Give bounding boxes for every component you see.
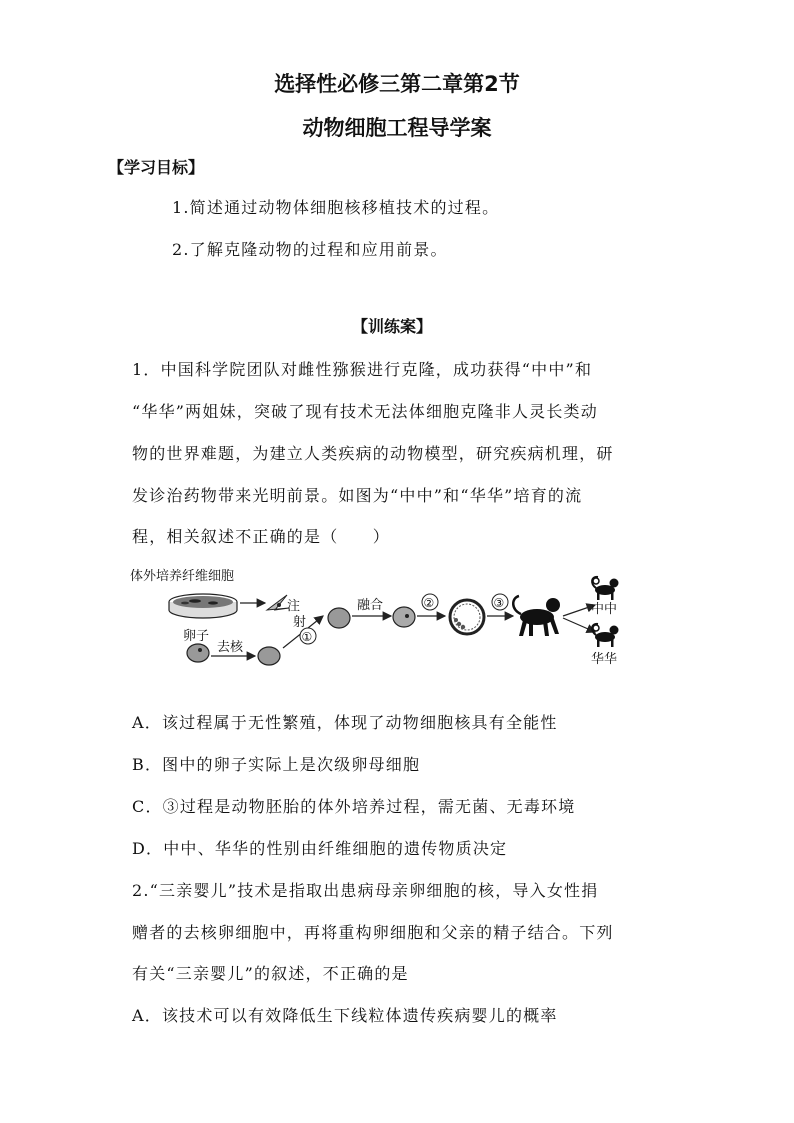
label-inject-2: 射 xyxy=(293,615,307,630)
title-line-2: 动物细胞工程导学案 xyxy=(302,116,492,140)
q2-option-a: A．该技术可以有效降低生下线粒体遗传疾病婴儿的概率 xyxy=(132,1006,558,1025)
monkey-huahua-icon xyxy=(592,624,618,647)
q1-line-2: “华华”两姐妹，突破了现有技术无法体细胞克隆非人灵长类动 xyxy=(132,402,598,421)
label-step-3: ③ xyxy=(493,596,505,610)
q1-option-d: D．中中、华华的性别由纤维细胞的遗传物质决定 xyxy=(132,839,508,858)
objective-item-2: 2.了解克隆动物的过程和应用前景。 xyxy=(172,240,448,259)
embryo-icon xyxy=(450,600,484,634)
q1-line-1: 1．中国科学院团队对雌性猕猴进行克隆，成功获得“中中”和 xyxy=(132,360,593,379)
cloning-process-diagram xyxy=(125,560,645,685)
fused-cell-icon xyxy=(393,607,415,627)
culture-dish-icon xyxy=(169,594,237,618)
q1-line-5: 程，相关叙述不正确的是（ ） xyxy=(132,527,391,546)
monkey-zhongzhong-icon xyxy=(592,577,618,600)
label-inject-1: 注 xyxy=(287,599,301,614)
label-fuse: 融合 xyxy=(357,598,384,613)
q1-line-4: 发诊治药物带来光明前景。如图为“中中”和“华华”培育的流 xyxy=(132,486,583,505)
q2-line-2: 赠者的去核卵细胞中，再将重构卵细胞和父亲的精子结合。下列 xyxy=(132,923,614,942)
enucleated-egg-icon xyxy=(258,647,280,665)
label-enucleate: 去核 xyxy=(217,640,244,655)
q1-option-a: A．该过程属于无性繁殖，体现了动物细胞核具有全能性 xyxy=(132,713,558,732)
label-step-2: ② xyxy=(423,596,435,610)
objectives-heading: 【学习目标】 xyxy=(108,158,205,177)
monkey-icon xyxy=(513,596,560,636)
label-huahua: 华华 xyxy=(591,652,618,667)
label-culture-fibroblasts: 体外培养纤维细胞 xyxy=(130,569,235,584)
label-zhongzhong: 中中 xyxy=(591,602,618,617)
q1-line-3: 物的世界难题，为建立人类疾病的动物模型，研究疾病机理，研 xyxy=(132,444,614,463)
arrow-to-huahua xyxy=(563,618,595,632)
q2-line-3: 有关“三亲婴儿”的叙述，不正确的是 xyxy=(132,964,409,983)
label-egg: 卵子 xyxy=(183,629,210,644)
title-line-1: 选择性必修三第二章第2节 xyxy=(274,72,520,96)
training-heading: 【训练案】 xyxy=(352,317,433,336)
q1-option-b: B．图中的卵子实际上是次级卵母细胞 xyxy=(132,755,421,774)
q1-option-c: C．③过程是动物胚胎的体外培养过程，需无菌、无毒环境 xyxy=(132,797,576,816)
egg-cell-icon xyxy=(187,644,209,662)
objective-item-1: 1.简述通过动物体细胞核移植技术的过程。 xyxy=(172,198,500,217)
q2-line-1: 2.“三亲婴儿”技术是指取出患病母亲卵细胞的核，导入女性捐 xyxy=(132,881,599,900)
label-step-1: ① xyxy=(301,630,313,644)
fibroblast-cell-icon xyxy=(267,595,289,610)
reconstructed-cell-icon xyxy=(328,608,350,628)
